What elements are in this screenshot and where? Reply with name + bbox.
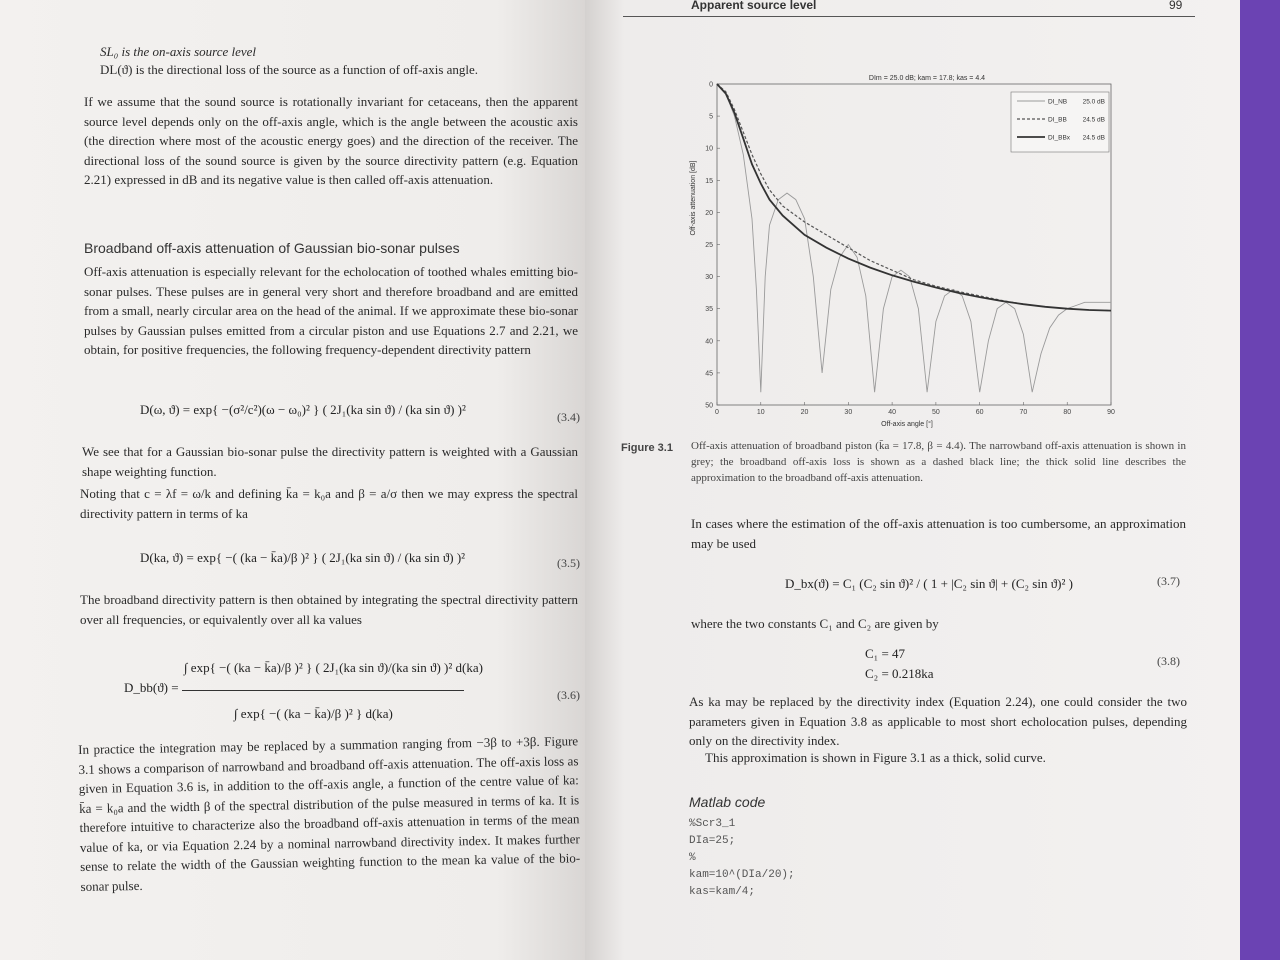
x-tick-label: 10 [756,409,765,416]
legend-entry-value: 24.5 dB [1082,134,1105,142]
constants-intro: where the two constants C₁ and C₂ are given by [691,616,939,631]
code-line: kam=10^(DIa/20); [689,869,795,881]
x-tick-label: 60 [975,409,984,416]
noting-paragraph: Noting that c = λf = ω/k and defining k̄a = k₀a and β = a/σ then we may express the spectral directivity pattern in terms of ka [80,486,578,521]
equation-3-7-number: (3.7) [1157,574,1180,588]
figure-caption: Off-axis attenuation of broadband piston (k̄a = 17.8, β = 4.4). The narrowband off-axis attenuation is shown in grey; the broadband off-axis loss is shown as a dashed black line; the thick solid line describes the approximation to the broadband off-axis attenuation. [691,440,1186,484]
right-page [585,0,1240,960]
equation-3-4-number: (3.4) [557,410,580,424]
x-tick-label: 90 [1107,409,1115,416]
equation-3-6-numerator: ∫ exp{ −( (ka − k̄a)/β )² } ( 2J₁(ka sin ϑ)/(ka sin ϑ) )² d(ka) [184,660,483,675]
approximation-intro: In cases where the estimation of the off-axis attenuation is too cumbersome, an approximation may be used [691,516,1186,551]
book-edge-background [1240,0,1280,960]
figure-3-1-chart [685,68,1115,428]
code-line: DIa=25; [689,835,736,847]
x-tick-label: 50 [931,409,940,416]
y-tick-label: 0 [709,81,713,89]
y-tick-label: 50 [705,402,713,410]
page-number: 99 [1169,0,1183,12]
approximation-note: This approximation is shown in Figure 3.1 as a thick, solid curve. [705,750,1046,765]
y-tick-label: 5 [709,113,713,121]
legend-entry-name: DI_BB [1048,116,1067,124]
y-tick-label: 45 [705,370,713,378]
equation-3-8-number: (3.8) [1157,654,1180,668]
equation-3-6-number: (3.6) [557,688,580,702]
matlab-heading: Matlab code [689,794,766,810]
x-tick-label: 70 [1019,409,1028,416]
section-paragraph: Off-axis attenuation is especially relevant for the echolocation of toothed whales emitting bio-sonar pulses. These pulses are in general very short and therefore broadband and are emitted from a small, nearly circular area on the head of the animal. If we approximate these bio-sonar pulses by Gaussian pulses emitted from a circular piston and use Equations 2.7 and 2.21, we obtain, for positive frequencies, the following frequency-dependent directivity pattern [84,264,578,357]
y-axis-label: Off-axis attenuation [dB] [690,160,697,236]
after-eq35-paragraph: The broadband directivity pattern is then obtained by integrating the spectral directivity pattern over all frequencies, or equivalently over all ka values [80,592,578,627]
x-tick-label: 40 [888,409,897,416]
y-tick-label: 10 [705,145,713,153]
definition-sl0: SL₀ is the on-axis source level [100,44,257,59]
equation-3-7: D_bx(ϑ) = C₁ (C₂ sin ϑ)² / ( 1 + |C₂ sin ϑ| + (C₂ sin ϑ)² ) [785,576,1073,591]
legend-entry-value: 24.5 dB [1082,116,1105,124]
x-tick-label: 0 [715,409,719,416]
legend-entry-value: 25.0 dB [1082,98,1105,106]
section-heading: Broadband off-axis attenuation of Gaussian bio-sonar pulses [84,240,460,256]
fraction-bar [182,690,464,691]
y-tick-label: 40 [705,338,713,346]
after-eq34-paragraph: We see that for a Gaussian bio-sonar pulse the directivity pattern is weighted with a Gaussian shape weighting function. [82,444,578,479]
code-line: % [689,852,696,864]
equation-3-4: D(ω, ϑ) = exp{ −(σ²/c²)(ω − ω₀)² } ( 2J₁(ka sin ϑ) / (ka sin ϑ) )² [140,402,466,417]
y-tick-label: 20 [705,209,713,217]
x-tick-label: 20 [800,409,809,416]
definition-dl: DL(ϑ) is the directional loss of the source as a function of off-axis angle. [100,62,479,77]
equation-3-5-number: (3.5) [557,556,580,570]
y-tick-label: 35 [705,306,713,314]
y-tick-label: 30 [705,274,713,282]
legend-entry-name: DI_BBx [1048,134,1071,142]
y-tick-label: 15 [705,177,713,185]
intro-paragraph: If we assume that the sound source is rotationally invariant for cetaceans, then the apparent source level depends only on the off-axis angle, which is the angle between the acoustic axis (the direction where most of the acoustic energy goes) and the direction of the receiver. The directional loss of the sound source is given by the source directivity pattern (e.g. Equation 2.21) expressed in dB and its negative value is then called off-axis attenuation. [84,94,578,187]
header-rule [623,16,1195,17]
x-axis-label: Off-axis angle [°] [881,421,933,428]
y-tick-label: 25 [705,242,713,249]
code-line: %Scr3_1 [689,818,736,830]
left-page [0,0,585,960]
equation-3-8-c2: C₂ = 0.218ka [865,666,934,681]
x-tick-label: 80 [1063,409,1072,416]
equation-3-5: D(ka, ϑ) = exp{ −( (ka − k̄a)/β )² } ( 2J₁(ka sin ϑ) / (ka sin ϑ) )² [140,550,466,565]
figure-label: Figure 3.1 [621,442,673,454]
equation-3-6-denominator: ∫ exp{ −( (ka − k̄a)/β )² } d(ka) [234,706,393,721]
running-head: Apparent source level [691,0,817,12]
legend-entry-name: DI_NB [1048,98,1068,106]
final-paragraph: In practice the integration may be replaced by a summation ranging from −3β to +3β. Figure 3.1 shows a comparison of narrowband and broadband off-axis attenuation. The off-axis loss as given in Equation 3.6 is, in addition to the off-axis angle, a function of the centre value of ka: k̄a = k₀a and the width β of the spectral distribution of the pulse measured in terms of ka. It is therefore intuitive to characterize also the broadband off-axis attenuation in terms of the mean value of ka, or via Equation 2.24 by a nominal narrowband directivity index. It makes further sense to relate the width of the Gaussian weighting function to the mean ka value of the bio-sonar pulse. [78,733,581,894]
equation-3-8-c1: C₁ = 47 [865,646,906,661]
x-tick-label: 30 [844,409,853,416]
ka-paragraph: As ka may be replaced by the directivity index (Equation 2.24), one could consider the two parameters given in Equation 3.8 as applicable to most short echolocation pulses, depending only on the directivity index. [689,694,1187,748]
code-line: kas=kam/4; [689,886,756,898]
equation-3-6-lhs: D_bb(ϑ) = [124,680,179,695]
chart-title: DIm = 25.0 dB; kam = 17.8; kas = 4.4 [868,75,986,82]
